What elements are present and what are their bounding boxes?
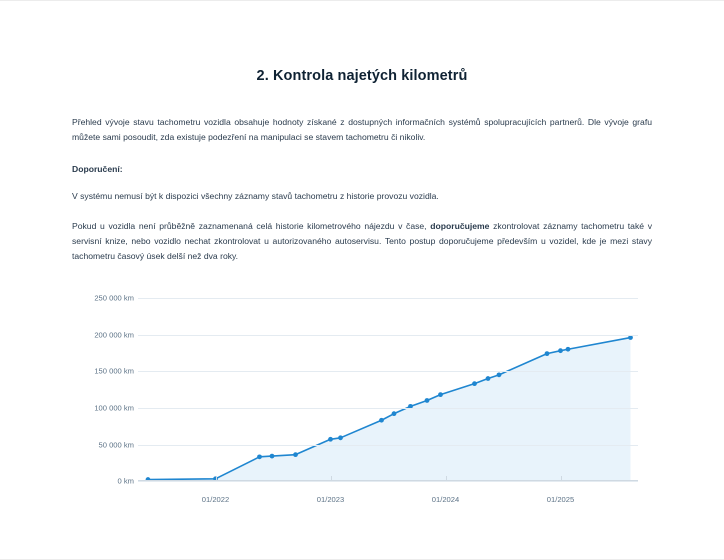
top-divider bbox=[0, 0, 724, 1]
y-axis-tick-label: 100 000 km bbox=[94, 403, 134, 413]
recommendation-text-2-part1: Pokud u vozidla není průběžně zaznamenaná celá historie kilometrového nájezdu v čase, bbox=[72, 221, 431, 232]
chart-data-point[interactable] bbox=[472, 381, 477, 386]
grid-line bbox=[138, 298, 638, 299]
chart-area-fill bbox=[148, 338, 631, 481]
chart-data-point[interactable] bbox=[338, 436, 343, 441]
x-axis-tick bbox=[561, 476, 562, 481]
odometer-chart bbox=[72, 290, 652, 515]
chart-plot-area bbox=[138, 298, 638, 481]
y-axis-labels bbox=[72, 293, 134, 486]
chart-data-point[interactable] bbox=[438, 392, 443, 397]
recommendation-text-2 bbox=[72, 219, 652, 264]
y-axis-tick-label: 150 000 km bbox=[94, 366, 134, 376]
chart-series-svg bbox=[138, 298, 638, 481]
chart-data-point[interactable] bbox=[545, 351, 550, 356]
chart-data-point[interactable] bbox=[497, 373, 502, 378]
chart-data-point[interactable] bbox=[379, 418, 384, 423]
x-axis-tick bbox=[216, 476, 217, 481]
recommendation-label: Doporučení: bbox=[72, 164, 123, 175]
chart-data-point[interactable] bbox=[392, 411, 397, 416]
chart-data-point[interactable] bbox=[257, 455, 262, 460]
chart-data-point[interactable] bbox=[566, 347, 571, 352]
intro-paragraph: Přehled vývoje stavu tachometru vozidla obsahuje hodnoty získané z dostupných informačních systémů spolupracujících partnerů. Dle vývoje grafu můžete sami posoudit, zda existuje podezření na manipulaci se stavem tachometru či nikoliv. bbox=[72, 117, 652, 143]
x-axis-labels bbox=[138, 489, 638, 503]
chart-data-point[interactable] bbox=[328, 437, 333, 442]
grid-line bbox=[138, 371, 638, 372]
chart-data-point[interactable] bbox=[425, 398, 430, 403]
grid-line bbox=[138, 408, 638, 409]
page-title: 2. Kontrola najetých kilometrů bbox=[256, 68, 468, 84]
chart-data-point[interactable] bbox=[270, 454, 275, 459]
grid-line bbox=[138, 335, 638, 336]
grid-line bbox=[138, 481, 638, 482]
x-axis-tick-label: 01/2025 bbox=[546, 495, 575, 505]
chart-data-point[interactable] bbox=[486, 376, 491, 381]
x-axis-tick-label: 01/2022 bbox=[201, 495, 230, 505]
y-axis-tick-label: 0 km bbox=[117, 476, 134, 486]
y-axis-tick-label: 50 000 km bbox=[98, 440, 134, 450]
grid-line bbox=[138, 445, 638, 446]
x-axis-tick-label: 01/2024 bbox=[431, 495, 460, 505]
chart-data-point[interactable] bbox=[558, 349, 563, 354]
x-axis-tick bbox=[446, 476, 447, 481]
recommendation-text-2-part2: zkontrolovat záznamy tachometru také v servisní knize, nebo vozidlo nechat zkontrolovat u autorizovaného autoservisu. Tento postup doporučujeme především u vozidel, kde je mezi stavy tachometru časový úsek delší než dva roky. bbox=[72, 221, 652, 262]
x-axis-tick bbox=[331, 476, 332, 481]
recommendation-emphasis: doporučujeme bbox=[430, 221, 490, 232]
chart-data-point[interactable] bbox=[293, 452, 298, 457]
y-axis-tick-label: 250 000 km bbox=[94, 293, 134, 303]
recommendation-text-1: V systému nemusí být k dispozici všechny záznamy stavů tachometru z historie provozu vozidla. bbox=[72, 191, 439, 202]
y-axis-tick-label: 200 000 km bbox=[94, 330, 134, 340]
chart-data-point[interactable] bbox=[628, 335, 633, 340]
x-axis-tick-label: 01/2023 bbox=[316, 495, 345, 505]
